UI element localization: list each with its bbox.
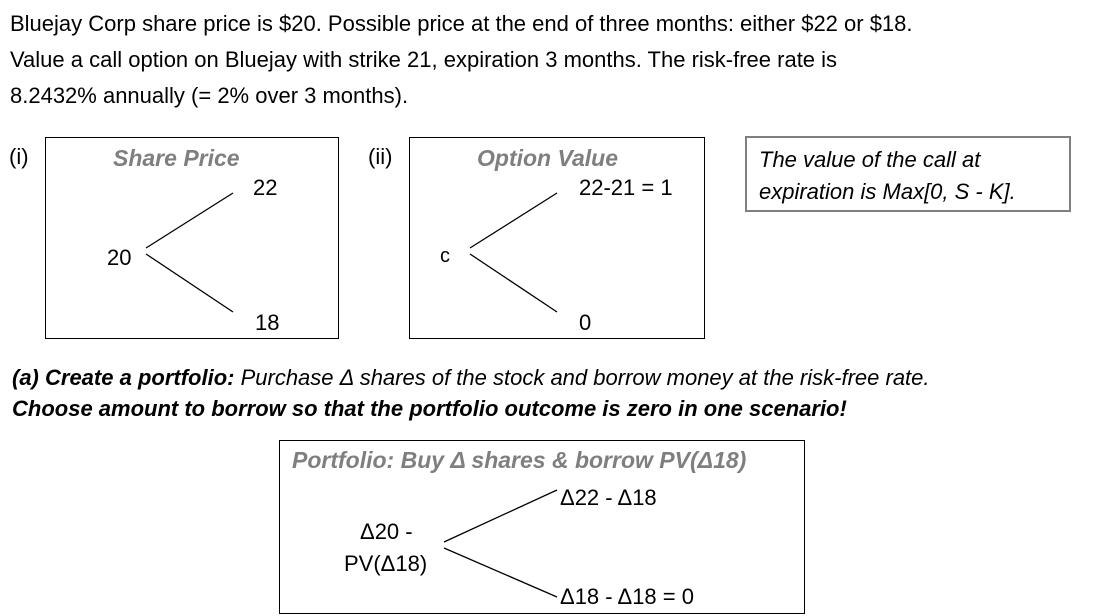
intro-line-2: Value a call option on Bluejay with strike 21, expiration 3 months. The risk-free rate is — [10, 47, 838, 72]
portfolio-root-line-1: Δ20 - — [360, 519, 413, 544]
portfolio-root-line-2: PV(Δ18) — [344, 551, 428, 576]
option-value-root-node: c — [440, 245, 450, 267]
panel-i-marker: (i) — [9, 144, 29, 169]
option-value-down-branch — [470, 254, 557, 312]
share-price-title: Share Price — [113, 145, 240, 171]
portfolio-up-branch — [444, 490, 557, 542]
option-value-up-branch — [470, 193, 557, 248]
note-line-2: expiration is Max[0, S - K]. — [759, 179, 1016, 204]
share-price-down-node: 18 — [255, 310, 280, 335]
part-a-rest: Purchase Δ shares of the stock and borrow money at the risk-free rate. — [234, 365, 930, 390]
part-a-line-2: Choose amount to borrow so that the portfolio outcome is zero in one scenario! — [12, 396, 847, 421]
option-value-title: Option Value — [477, 145, 618, 171]
share-price-up-branch — [146, 193, 233, 248]
panel-ii-marker: (ii) — [368, 144, 393, 169]
portfolio-up-node: Δ22 - Δ18 — [560, 485, 657, 510]
intro-line-1: Bluejay Corp share price is $20. Possible price at the end of three months: either $22 or $18. — [10, 11, 913, 36]
portfolio-down-node: Δ18 - Δ18 = 0 — [560, 584, 694, 609]
note-line-1: The value of the call at — [759, 147, 981, 172]
share-price-down-branch — [146, 254, 233, 312]
share-price-root-node: 20 — [107, 245, 132, 270]
intro-line-3: 8.2432% annually (= 2% over 3 months). — [10, 83, 409, 108]
portfolio-down-branch — [444, 548, 557, 597]
portfolio-title: Portfolio: Buy Δ shares & borrow PV(Δ18) — [292, 447, 747, 473]
part-a-lead: (a) Create a portfolio: — [12, 365, 235, 390]
option-value-up-node: 22-21 = 1 — [579, 175, 673, 200]
option-value-down-node: 0 — [579, 310, 592, 335]
share-price-up-node: 22 — [253, 175, 278, 200]
